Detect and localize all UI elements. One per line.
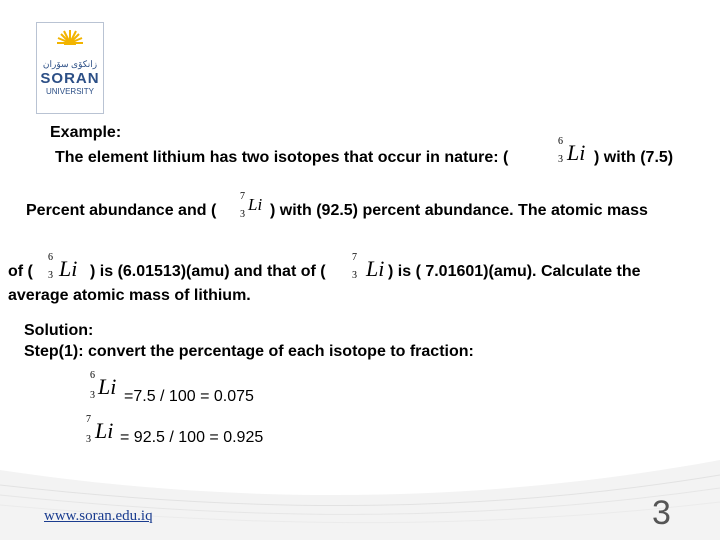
logo-name: SORAN bbox=[40, 70, 100, 87]
soran-university-logo bbox=[36, 22, 104, 114]
footer-url-link[interactable]: www.soran.edu.iq bbox=[44, 508, 153, 524]
example-line-2-start: Percent abundance and ( bbox=[26, 202, 217, 219]
solution-heading: Solution: bbox=[24, 322, 94, 339]
footer-wave-decoration bbox=[0, 440, 720, 540]
calc-li6: =7.5 / 100 = 0.075 bbox=[124, 388, 254, 405]
example-line-3-end: ) is ( 7.01601)(amu). Calculate the bbox=[388, 263, 641, 280]
isotope-li7-calc: 7 3 Li bbox=[86, 414, 114, 445]
example-line-3-start: of ( bbox=[8, 263, 33, 280]
isotope-li6: 6 3 Li bbox=[558, 136, 586, 165]
example-line-1-end: ) with (7.5) bbox=[594, 149, 674, 166]
solution-step-1: Step(1): convert the percentage of each isotope to fraction: bbox=[24, 343, 474, 360]
isotope-li7-inline: 7 3 Li bbox=[352, 252, 385, 281]
isotope-li7: 7 3 Li bbox=[240, 191, 263, 220]
example-line-3-mid: ) is (6.01513)(amu) and that of ( bbox=[90, 263, 326, 280]
example-heading: Example: bbox=[50, 124, 122, 141]
calc-li7: = 92.5 / 100 = 0.925 bbox=[120, 429, 264, 446]
isotope-li6-inline: 6 3 Li bbox=[48, 252, 78, 281]
example-line-1: The element lithium has two isotopes that occur in nature: ( bbox=[55, 149, 509, 166]
isotope-li6-calc: 6 3 Li bbox=[90, 370, 117, 401]
page-number: 3 bbox=[652, 494, 671, 532]
logo-arabic-text: زانكۆی سۆران bbox=[42, 59, 98, 69]
sun-emblem-icon bbox=[56, 29, 84, 57]
example-line-2-end: ) with (92.5) percent abundance. The atomic mass bbox=[270, 202, 648, 219]
example-line-4: average atomic mass of lithium. bbox=[8, 287, 251, 304]
logo-sub: UNIVERSITY bbox=[45, 87, 94, 96]
